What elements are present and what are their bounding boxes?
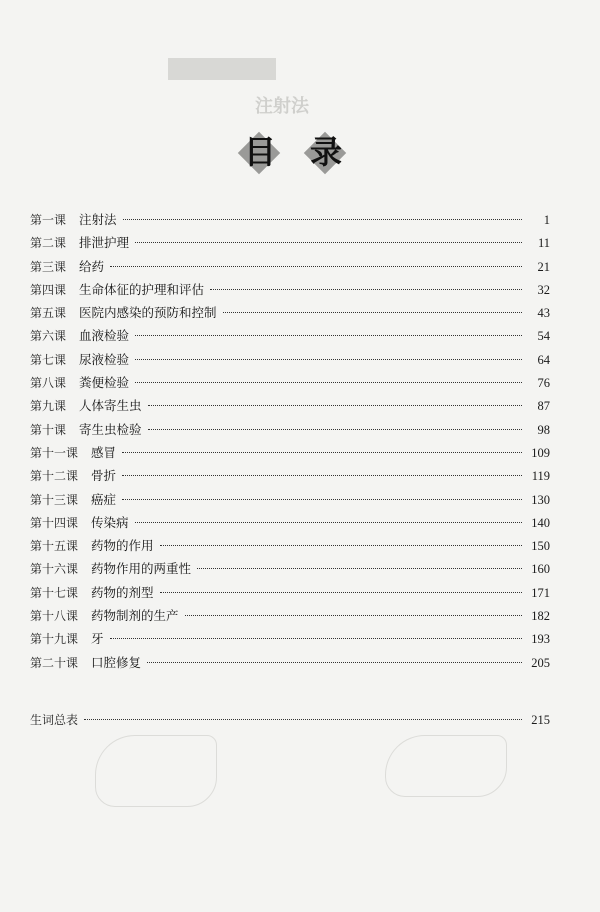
ghost-title: 注射法 [255, 96, 309, 117]
toc-appendix [30, 709, 550, 732]
toc-row[interactable] [30, 278, 550, 301]
dot-leader [147, 662, 522, 663]
toc-row[interactable] [30, 371, 550, 394]
toc-row[interactable] [30, 581, 550, 604]
dot-leader [122, 452, 522, 453]
lesson-number: 第十五课 [30, 539, 79, 554]
dot-leader [197, 568, 522, 569]
page-number: 205 [531, 655, 550, 670]
lesson-title: 寄生虫检验 [79, 421, 142, 437]
lesson-number: 第五课 [30, 306, 67, 321]
page-number: 160 [531, 562, 550, 577]
dot-leader [84, 719, 522, 720]
lesson-number: 第九课 [30, 399, 67, 414]
lesson-number: 第十六课 [30, 562, 79, 577]
lesson-title: 药物的剂型 [91, 584, 154, 600]
toc-row[interactable] [30, 208, 550, 231]
lesson-number: 第三课 [30, 259, 67, 274]
heading-char-2: 录 [310, 133, 343, 171]
lesson-title: 感冒 [91, 444, 117, 460]
lesson-title: 给药 [79, 258, 105, 274]
dot-leader [210, 289, 522, 290]
dot-leader [123, 219, 522, 220]
lesson-number: 第七课 [30, 352, 67, 367]
lesson-number: 第四课 [30, 282, 67, 297]
toc-row[interactable] [30, 488, 550, 511]
lesson-title: 粪便检验 [79, 375, 130, 391]
lesson-number: 第十九课 [30, 632, 79, 647]
toc-row[interactable] [30, 255, 550, 278]
dot-leader [135, 242, 522, 243]
lesson-title: 口腔修复 [91, 654, 142, 670]
lesson-title: 传染病 [91, 514, 129, 530]
ghost-sketch-right [385, 735, 507, 797]
lesson-title: 血液检验 [79, 328, 130, 344]
lesson-title: 骨折 [91, 468, 117, 484]
dot-leader [135, 335, 522, 336]
toc-row[interactable] [30, 709, 550, 732]
page-number: 43 [537, 306, 550, 321]
toc-row[interactable] [30, 464, 550, 487]
page-number: 109 [531, 445, 550, 460]
lesson-title: 注射法 [79, 212, 117, 227]
lesson-title: 药物的作用 [91, 538, 154, 554]
dot-leader [223, 312, 522, 313]
page-number: 140 [531, 515, 550, 530]
page-number: 182 [531, 609, 550, 624]
dot-leader [148, 405, 522, 406]
toc-row[interactable] [30, 441, 550, 464]
page-number: 54 [537, 329, 550, 344]
toc-heading [238, 130, 362, 176]
page-number: 215 [531, 713, 550, 727]
lesson-title: 牙 [91, 631, 104, 647]
lesson-title: 癌症 [91, 491, 117, 507]
lesson-title: 生命体征的护理和评估 [79, 281, 205, 297]
dot-leader [122, 499, 522, 500]
appendix-title: 生词总表 [30, 713, 79, 727]
toc-row[interactable] [30, 348, 550, 371]
dot-leader [160, 545, 522, 546]
lesson-title: 人体寄生虫 [79, 398, 142, 414]
ghost-sketch-left [95, 735, 217, 807]
page-number: 64 [537, 352, 550, 367]
lesson-number: 第十四课 [30, 515, 79, 530]
lesson-number: 第十二课 [30, 469, 79, 484]
page-number: 21 [537, 259, 550, 274]
dot-leader [122, 475, 522, 476]
lesson-number: 第十一课 [30, 445, 79, 460]
dot-leader [185, 615, 522, 616]
lesson-number: 第六课 [30, 329, 67, 344]
toc-row[interactable] [30, 511, 550, 534]
dot-leader [110, 266, 522, 267]
page-number: 130 [531, 492, 550, 507]
toc-row[interactable] [30, 231, 550, 254]
dot-leader [135, 359, 522, 360]
dot-leader [148, 429, 522, 430]
lesson-number: 第十八课 [30, 609, 79, 624]
page-number: 1 [543, 213, 550, 227]
heading-char-1: 目 [244, 133, 277, 171]
page-number: 76 [537, 376, 550, 391]
lesson-number: 第八课 [30, 376, 67, 391]
lesson-number: 第十课 [30, 422, 67, 437]
dot-leader [135, 522, 522, 523]
toc-row[interactable] [30, 557, 550, 580]
page-number: 98 [537, 422, 550, 437]
page-number: 193 [531, 632, 550, 647]
ghost-header-bar [168, 58, 276, 80]
toc-row[interactable] [30, 534, 550, 557]
lesson-title: 药物制剂的生产 [91, 608, 179, 624]
lesson-number: 第十七课 [30, 585, 79, 600]
page-number: 32 [537, 282, 550, 297]
lesson-number: 第二十课 [30, 655, 79, 670]
toc-row[interactable] [30, 604, 550, 627]
lesson-title: 药物作用的两重性 [91, 561, 192, 577]
toc-row[interactable] [30, 651, 550, 674]
toc-row[interactable] [30, 324, 550, 347]
toc-row[interactable] [30, 627, 550, 650]
page-number: 119 [531, 469, 550, 484]
lesson-number: 第一课 [30, 213, 67, 227]
lesson-title: 排泄护理 [79, 235, 130, 251]
toc-list [30, 208, 550, 674]
dot-leader [160, 592, 522, 593]
toc-row[interactable] [30, 418, 550, 441]
lesson-number: 第十三课 [30, 492, 79, 507]
lesson-number: 第二课 [30, 236, 67, 251]
dot-leader [110, 638, 522, 639]
dot-leader [135, 382, 522, 383]
toc-row[interactable] [30, 301, 550, 324]
toc-row[interactable] [30, 394, 550, 417]
page-number: 150 [531, 539, 550, 554]
page-number: 11 [537, 236, 550, 251]
page-number: 171 [531, 585, 550, 600]
lesson-title: 医院内感染的预防和控制 [79, 305, 217, 321]
lesson-title: 尿液检验 [79, 351, 130, 367]
page-number: 87 [537, 399, 550, 414]
